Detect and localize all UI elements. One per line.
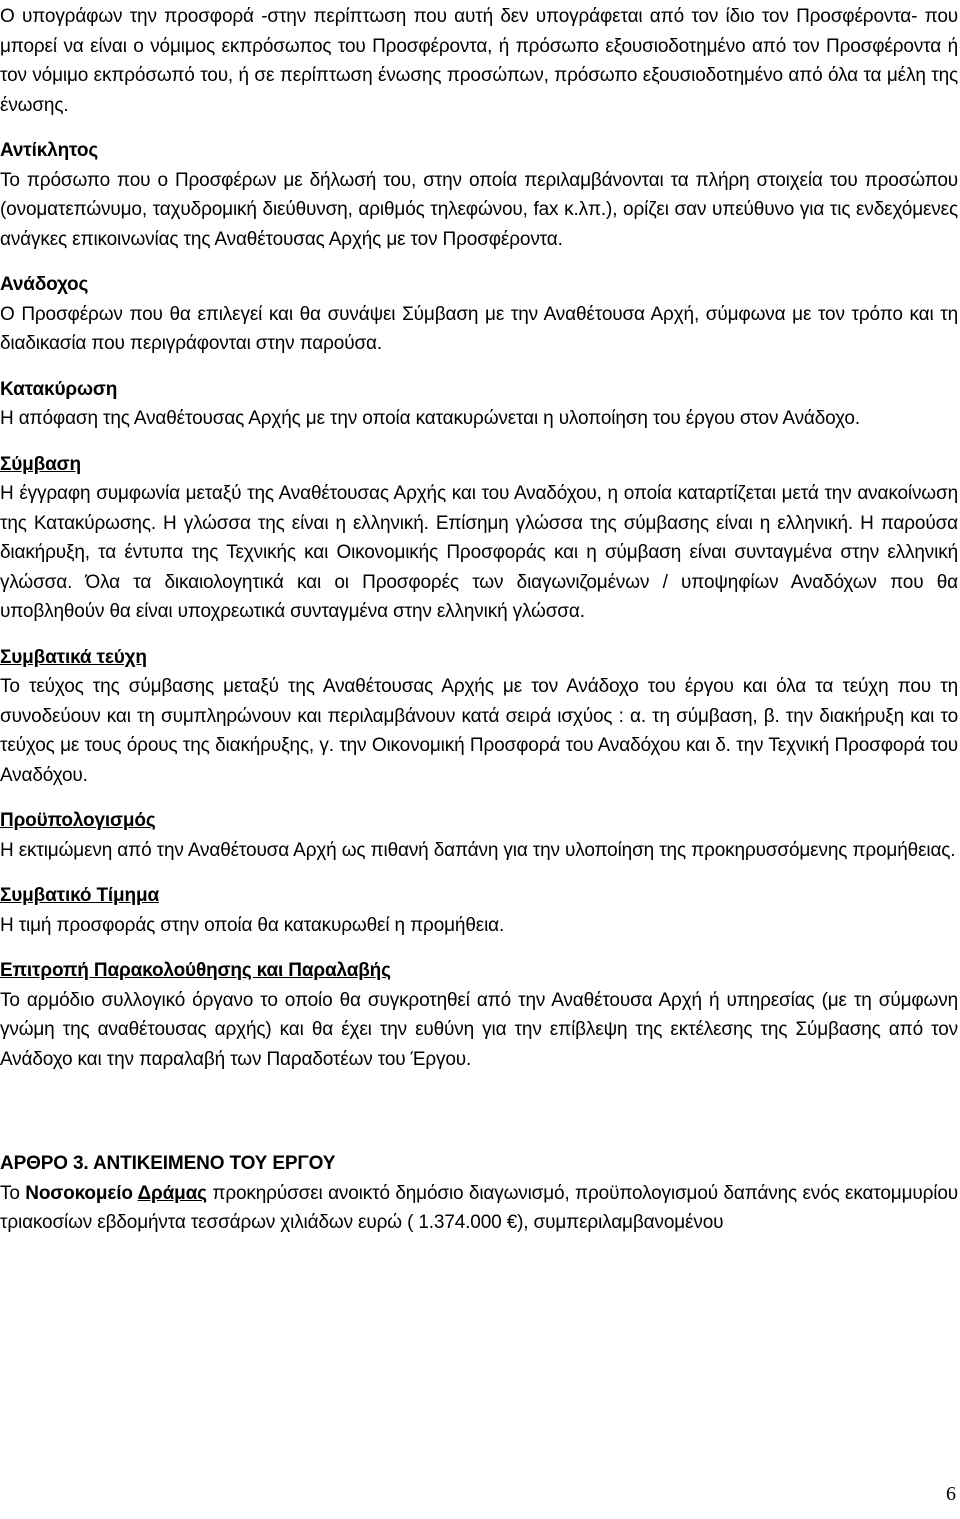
definition-term: Ανάδοχος	[0, 274, 89, 295]
article-bold-underline-word: Δράμας	[137, 1182, 207, 1204]
definition-text: Ο Προσφέρων που θα επιλεγεί και θα συνάψει Σύμβαση με την Αναθέτουσα Αρχή, σύμφωνα με τον τρόπο και τη διαδικασία που περιγράφονται στην παρούσα.	[0, 303, 958, 354]
article-bold-word: Νοσοκομείο	[25, 1182, 138, 1204]
definition-text: Το τεύχος της σύμβασης μεταξύ της Αναθέτουσας Αρχής με τον Ανάδοχο του έργου και όλα τα τεύχη που τη συνοδεύουν και τη συμπληρώνουν και περιλαμβάνουν κατά σειρά ισχύος : α. τη σύμβαση, β. την διακήρυξη και το τεύχος με τους όρους της διακήρυξης, γ. την Οικονομική Προσφορά του Αναδόχου και δ. την Τεχνική Προσφορά του Αναδόχου.	[0, 676, 958, 786]
article-paragraph	[0, 1179, 958, 1238]
definition-symvatika-teuchi	[0, 643, 958, 791]
definition-text: Η τιμή προσφοράς στην οποία θα κατακυρωθεί η προμήθεια.	[0, 914, 505, 936]
definition-katakyrosi	[0, 375, 958, 434]
definition-term: Κατακύρωση	[0, 378, 118, 400]
intro-paragraph: Ο υπογράφων την προσφορά -στην περίπτωση που αυτή δεν υπογράφεται από τον ίδιο τον Προσφέροντα- που μπορεί να είναι ο νόμιμος εκπρόσωπος του Προσφέροντα, ή πρόσωπο εξουσιοδοτημένο από τον Προσφέροντα ή τον νόμιμο εκπρόσωπό του, ή σε περίπτωση ένωσης προσώπων, πρόσωπο εξουσιοδοτημένο από όλα τα μέλη της ένωσης.	[0, 6, 958, 116]
page-number: 6	[946, 1483, 956, 1505]
definition-text: Το πρόσωπο που ο Προσφέρων με δήλωσή του, στην οποία περιλαμβάνονται τα πλήρη στοιχεία του προσώπου (ονοματεπώνυμο, ταχυδρομική διεύθυνση, αριθμός τηλεφώνου, fax κ.λπ.), ορίζει σαν υπεύθυνο για τις ενδεχόμενες ανάγκες επικοινωνίας της Αναθέτουσας Αρχής με τον Προσφέροντα.	[0, 169, 958, 250]
document-body	[0, 2, 958, 1238]
definition-epitropi	[0, 956, 958, 1074]
definition-proypologismos	[0, 806, 958, 865]
definition-term: Σύμβαση	[0, 453, 81, 475]
definition-term: Συμβατικό Τίμημα	[0, 885, 159, 906]
article-text-before: Το	[0, 1182, 26, 1204]
definition-symvasi	[0, 450, 958, 627]
definition-antikletos	[0, 136, 958, 254]
definition-text: Η απόφαση της Αναθέτουσας Αρχής με την οποία κατακυρώνεται η υλοποίηση του έργου στον Ανάδοχο.	[0, 408, 860, 429]
definition-text: Το αρμόδιο συλλογικό όργανο το οποίο θα συγκροτηθεί από την Αναθέτουσα Αρχή ή υπηρεσίας (με τη σύμφωνη γνώμη της αναθέτουσας αρχής) και θα έχει την ευθύνη για την επίβλεψη της εκτέλεσης της Σύμβασης από τον Ανάδοχο και την παραλαβή των Παραδοτέων του Έργου.	[0, 989, 958, 1070]
definition-text: Η έγγραφη συμφωνία μεταξύ της Αναθέτουσας Αρχής και του Αναδόχου, η οποία καταρτίζεται μετά την ανακοίνωση της Κατακύρωσης. Η γλώσσα της είναι η ελληνική. Επίσημη γλώσσα της σύμβασης είναι η ελληνική. Η παρούσα διακήρυξη, τα έντυπα της Τεχνικής και Οικονομικής Προσφοράς και η σύμβαση είναι συνταγμένα στην ελληνική γλώσσα. Όλα τα δικαιολογητικά και οι Προσφορές των διαγωνιζομένων / υποψηφίων Αναδόχων που θα υποβληθούν θα είναι υποχρεωτικά συνταγμένα στην ελληνική γλώσσα.	[0, 483, 958, 622]
definition-text: Η εκτιμώμενη από την Αναθέτουσα Αρχή ως πιθανή δαπάνη για την υλοποίηση της προκηρυσσόμενης προμήθειας.	[0, 839, 956, 861]
article-heading: ΑΡΘΡΟ 3. ΑΝΤΙΚΕΙΜΕΝΟ ΤΟΥ ΕΡΓΟΥ	[0, 1153, 336, 1174]
definition-anadochos	[0, 270, 958, 359]
article-3	[0, 1149, 958, 1238]
definition-term: Προϋπολογισμός	[0, 810, 156, 831]
definition-symvatiko-timima	[0, 881, 958, 940]
definition-term: Αντίκλητος	[0, 140, 99, 161]
definition-term: Συμβατικά τεύχη	[0, 646, 147, 668]
article-text-after: προκηρύσσει ανοικτό δημόσιο διαγωνισμό, προϋπολογισμού δαπάνης ενός εκατομμυρίου τριακοσίων εβδομήντα τεσσάρων χιλιάδων ευρώ ( 1.374.000 €), συμπεριλαμβανομένου	[0, 1182, 959, 1233]
definition-term: Επιτροπή Παρακολούθησης και Παραλαβής	[0, 960, 391, 981]
